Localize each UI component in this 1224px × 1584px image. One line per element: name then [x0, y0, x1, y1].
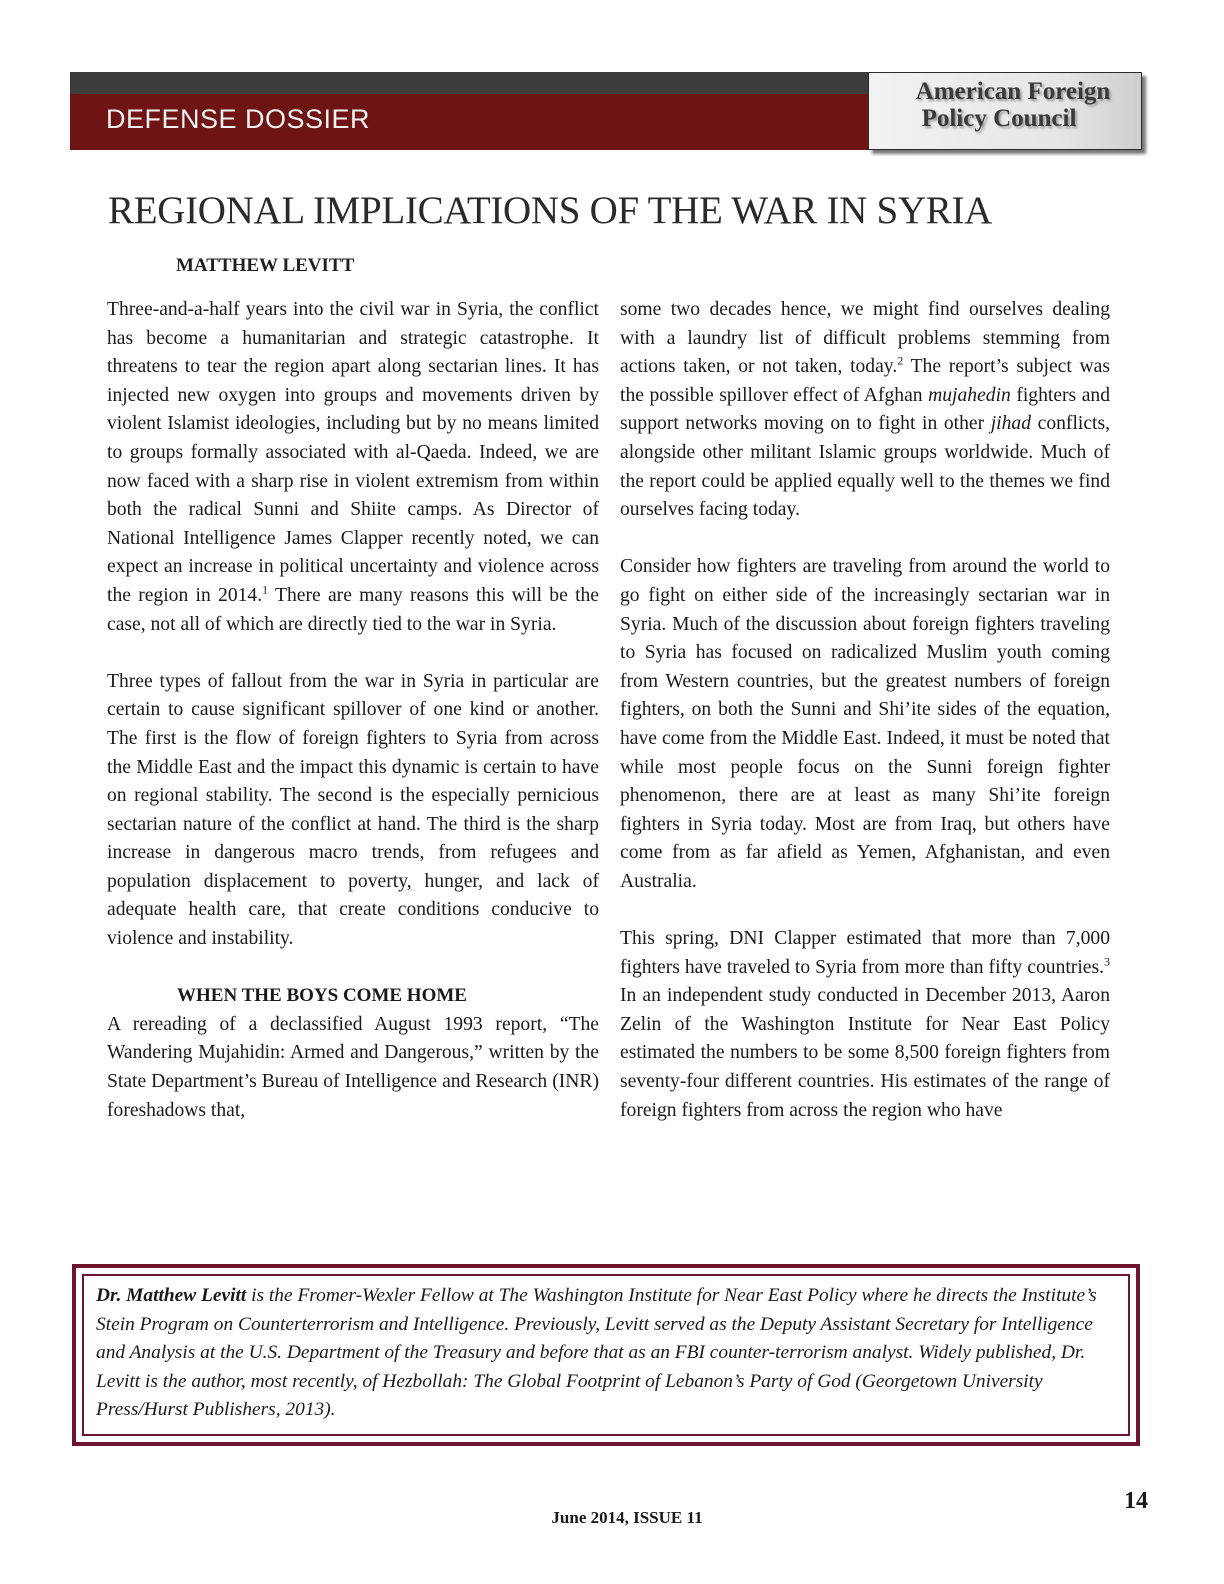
right-column	[620, 296, 1110, 1125]
paragraph-text: The report’s subject was the possible spillover effect of Afghan	[620, 356, 1111, 406]
logo-line-1: American Foreign	[915, 78, 1111, 105]
author-bio-box	[72, 1264, 1140, 1446]
publisher-logo	[868, 72, 1142, 150]
paragraph: Consider how fighters are traveling from around the world to go fight on either side of the increasingly sectarian war in Syria. Much of the discussion about foreign fighters traveling to Syria has focused on radicalized Muslim youth coming from Western countries, but the greatest numbers of foreign fighters, on both the Sunni and Shi’ite sides of the equation, have come from the Middle East. Indeed, it must be noted that while most people focus on the Sunni foreign fighter phenomenon, there are at least as many Shi’ite foreign fighters in Syria today. Most are from Iraq, but others have come from as far afield as Yemen, Afghanistan, and even Australia.	[620, 556, 1110, 892]
section-label: DEFENSE DOSSIER	[106, 104, 371, 134]
paragraph-text: This spring, DNI Clapper estimated that more than 7,000 fighters have traveled to Syria from more than fifty countries.	[620, 928, 1110, 978]
paragraph	[620, 296, 1110, 525]
emphasis-text: mujahedin	[928, 384, 1011, 406]
author-bio-body: is the Fromer-Wexler Fellow at The Washington Institute for Near East Policy where he directs the Institute’s Stein Program on Counterterrorism and Intelligence. Previously, Levitt served as the Deputy Assistant Secretary for Intelligence and Analysis at the U.S. Department of the Treasury and before that as an FBI counter-terrorism analyst. Widely published, Dr. Levitt is the author, most recently, of Hezbollah: The Global Footprint of Lebanon’s Party of God (Georgetown University Press/Hurst Publishers, 2013).	[96, 1285, 1097, 1421]
header-dark-band	[70, 72, 870, 94]
footnote-ref: 3	[1104, 954, 1110, 969]
paragraph-text: some two decades hence, we might find ourselves dealing with a laundry list of difficult problems stemming from actions taken, or not taken, today.	[620, 299, 1110, 378]
paragraph: Three types of fallout from the war in Syria in particular are certain to cause significant spillover of one kind or another. The first is the flow of foreign fighters to Syria from across the Middle East and the impact this dynamic is certain to have on regional stability. The second is the especially pernicious sectarian nature of the conflict at hand. The third is the sharp increase in dangerous macro trends, from refugees and population displacement to poverty, hunger, and lack of adequate health care, that create conditions conducive to violence and instability.	[107, 670, 599, 950]
section-subheading: WHEN THE BOYS COME HOME	[177, 985, 467, 1007]
paragraph-text: In an independent study conducted in December 2013, Aaron Zelin of the Washington Institute for Near East Policy estimated the numbers to be some 8,500 foreign fighters from seventy-four different countries. His estimates of the range of foreign fighters from across the region who have	[620, 985, 1110, 1121]
logo-line-2: Policy Council	[921, 105, 1077, 132]
article-author: MATTHEW LEVITT	[176, 255, 355, 276]
footnote-ref: 2	[897, 353, 904, 368]
footnote-ref: 1	[262, 582, 269, 597]
author-bio-text	[96, 1282, 1102, 1425]
paragraph-text: fighters and support networks moving on to fight in other	[620, 384, 1110, 435]
paragraph-text: There are many reasons this will be the case, not all of which are directly tied to the war in Syria.	[107, 584, 600, 635]
paragraph-text: Three-and-a-half years into the civil war in Syria, the conflict has become a humanitarian and strategic catastrophe. It threatens to tear the region apart along sectarian lines. It has injected new oxygen into groups and movements driven by violent Islamist ideologies, including but by no means limited to groups formally associated with al-Qaeda. Indeed, we are now faced with a sharp rise in violent extremism from within both the radical Sunni and Shiite camps. As Director of National Intelligence James Clapper recently noted, we can expect an increase in political uncertainty and violence across the region in 2014.	[107, 299, 599, 606]
page-header	[70, 72, 1142, 150]
left-column	[107, 296, 599, 1125]
article-title: REGIONAL IMPLICATIONS OF THE WAR IN SYRIA	[108, 189, 992, 232]
page-number: 14	[1124, 1488, 1148, 1514]
paragraph	[107, 296, 599, 639]
emphasis-text: jihad	[990, 413, 1032, 435]
issue-footer: June 2014, ISSUE 11	[551, 1508, 703, 1527]
paragraph: A rereading of a declassified August 1993 report, “The Wandering Mujahidin: Armed and Dangerous,” written by the State Department’s Bureau of Intelligence and Research (INR) foreshadows that,	[107, 1013, 599, 1121]
paragraph	[620, 925, 1110, 1125]
paragraph-text: conflicts, alongside other militant Islamic groups worldwide. Much of the report could be applied equally well to the themes we find ourselves facing today.	[620, 413, 1110, 521]
author-bio-name: Dr. Matthew Levitt	[96, 1285, 247, 1306]
